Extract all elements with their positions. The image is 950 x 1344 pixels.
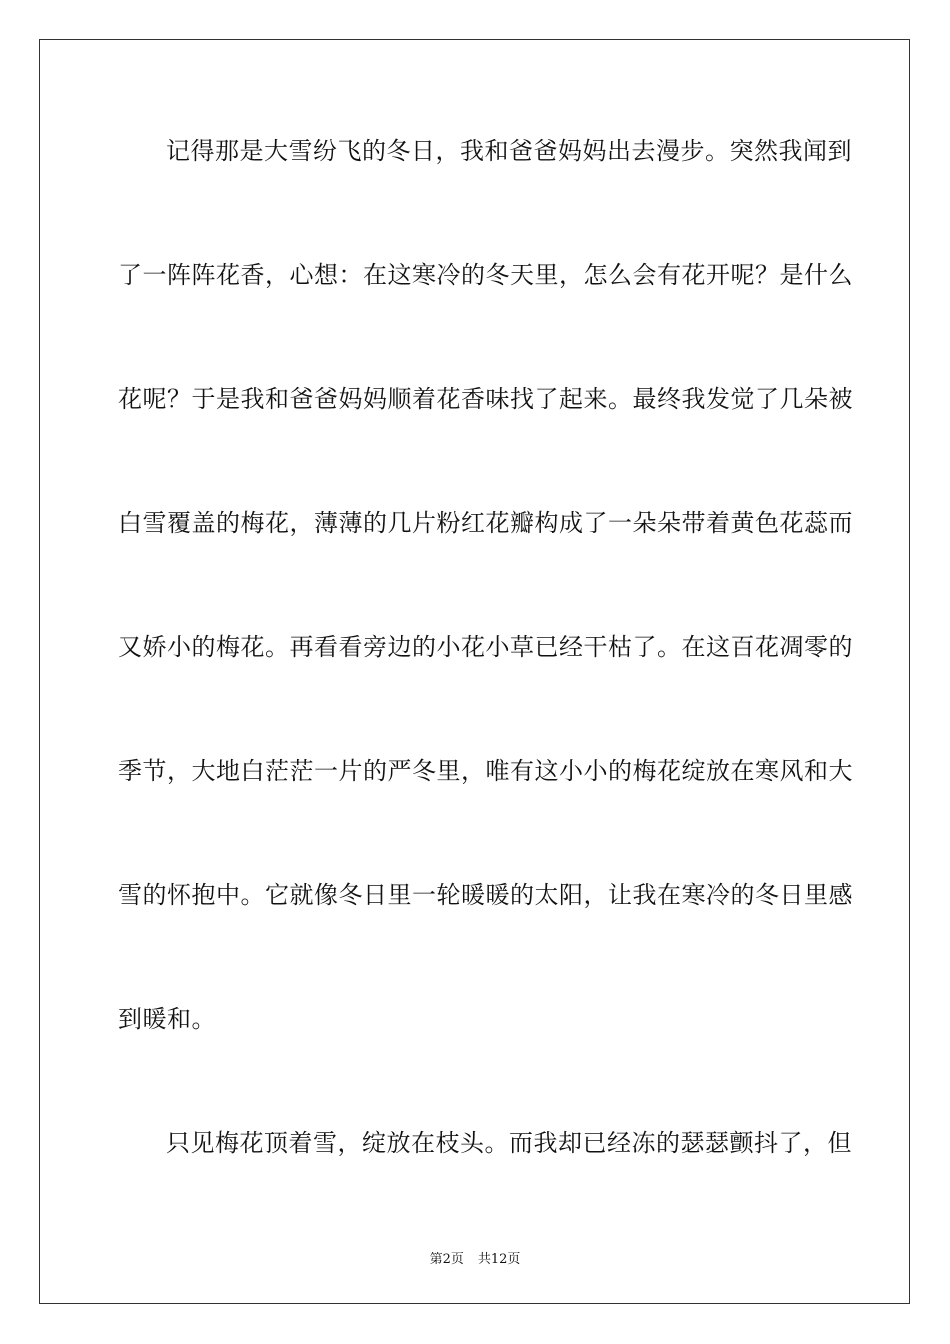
- paragraph-1-line-7: 雪的怀抱中。它就像冬日里一轮暖暖的太阳，让我在寒冷的冬日里感: [118, 881, 853, 909]
- page-frame: [39, 39, 910, 1304]
- paragraph-1-line-4: 白雪覆盖的梅花，薄薄的几片粉红花瓣构成了一朵朵带着黄色花蕊而: [118, 509, 853, 537]
- page-number: 第2页: [429, 1252, 464, 1267]
- paragraph-1-line-8: 到暖和。: [118, 1005, 216, 1033]
- paragraph-1-line-5: 又娇小的梅花。再看看旁边的小花小草已经干枯了。在这百花凋零的: [118, 633, 853, 661]
- paragraph-1-line-3: 花呢？于是我和爸爸妈妈顺着花香味找了起来。最终我发觉了几朵被: [118, 385, 853, 413]
- paragraph-1-line-1: 记得那是大雪纷飞的冬日，我和爸爸妈妈出去漫步。突然我闻到: [166, 137, 852, 165]
- paragraph-2-line-1: 只见梅花顶着雪，绽放在枝头。而我却已经冻的瑟瑟颤抖了，但: [166, 1129, 852, 1157]
- page-footer: [0, 1248, 950, 1267]
- page-total: 共12页: [477, 1252, 521, 1267]
- paragraph-1-line-2: 了一阵阵花香，心想：在这寒冷的冬天里，怎么会有花开呢？是什么: [118, 261, 853, 289]
- paragraph-1-line-6: 季节，大地白茫茫一片的严冬里，唯有这小小的梅花绽放在寒风和大: [118, 757, 853, 785]
